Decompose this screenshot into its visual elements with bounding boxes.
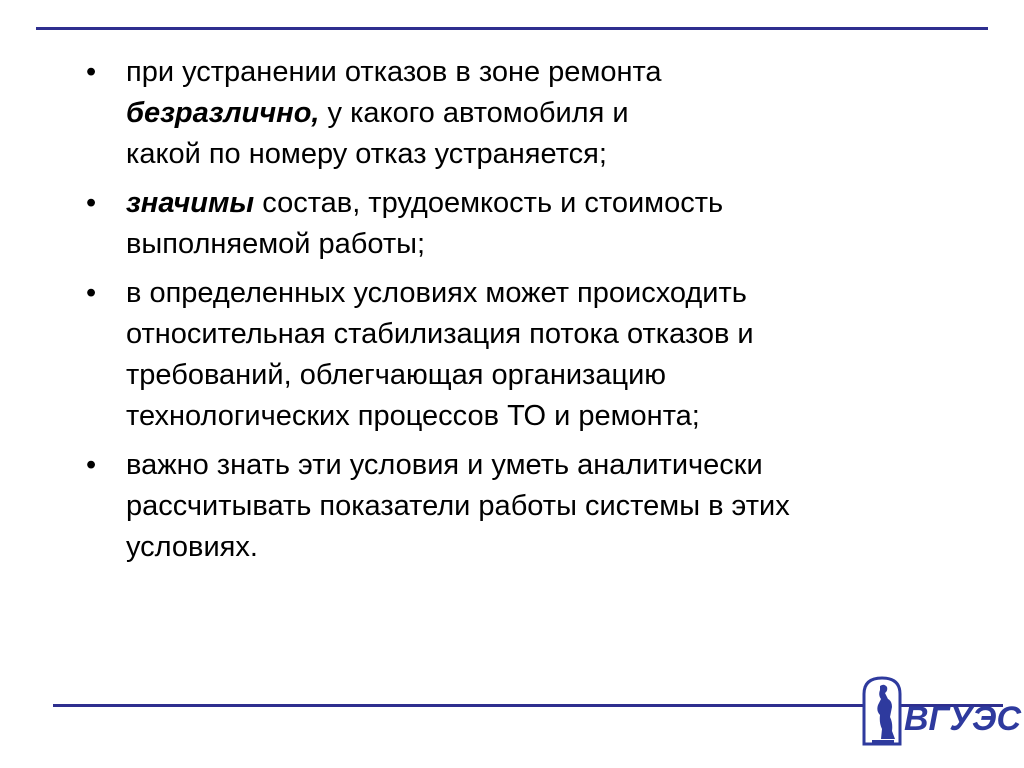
bullet-line: относительная стабилизация потока отказов и: [126, 318, 754, 350]
bullet-line: важно знать эти условия и уметь аналитически: [126, 449, 763, 481]
bullet-line: выполняемой работы;: [126, 228, 426, 260]
statue-emblem-icon: [864, 678, 900, 744]
bullet-line: рассчитывать показатели работы системы в этих: [126, 490, 790, 522]
bullet-line: технологических процессов ТО и ремонта;: [126, 400, 700, 432]
bullet-item: [80, 445, 990, 568]
bullet-line: в определенных условиях может происходить: [126, 277, 747, 309]
bullet-line: какой по номеру отказ устраняется;: [126, 138, 607, 170]
bullet-list: [80, 52, 990, 576]
bullet-line: значимы состав, трудоемкость и стоимость: [126, 187, 724, 219]
bullet-item: [80, 183, 990, 265]
bullet-item: [80, 273, 990, 437]
logo-text: ВГУЭС: [904, 700, 1021, 738]
bullet-line: условиях.: [126, 531, 258, 563]
university-logo: [860, 674, 1021, 746]
bullet-item: [80, 52, 990, 175]
emphasis-text: безразлично,: [126, 97, 320, 129]
emphasis-text: значимы: [126, 187, 255, 219]
bullet-marker: •: [86, 277, 97, 309]
bullet-line: требований, облегчающая организацию: [126, 359, 667, 391]
top-divider: [36, 27, 988, 30]
bullet-marker: •: [86, 449, 97, 481]
bullet-line: при устранении отказов в зоне ремонта: [126, 56, 662, 88]
bullet-line: безразлично, у какого автомобиля и: [126, 97, 629, 129]
bullet-marker: •: [86, 187, 97, 219]
bullet-marker: •: [86, 56, 97, 88]
